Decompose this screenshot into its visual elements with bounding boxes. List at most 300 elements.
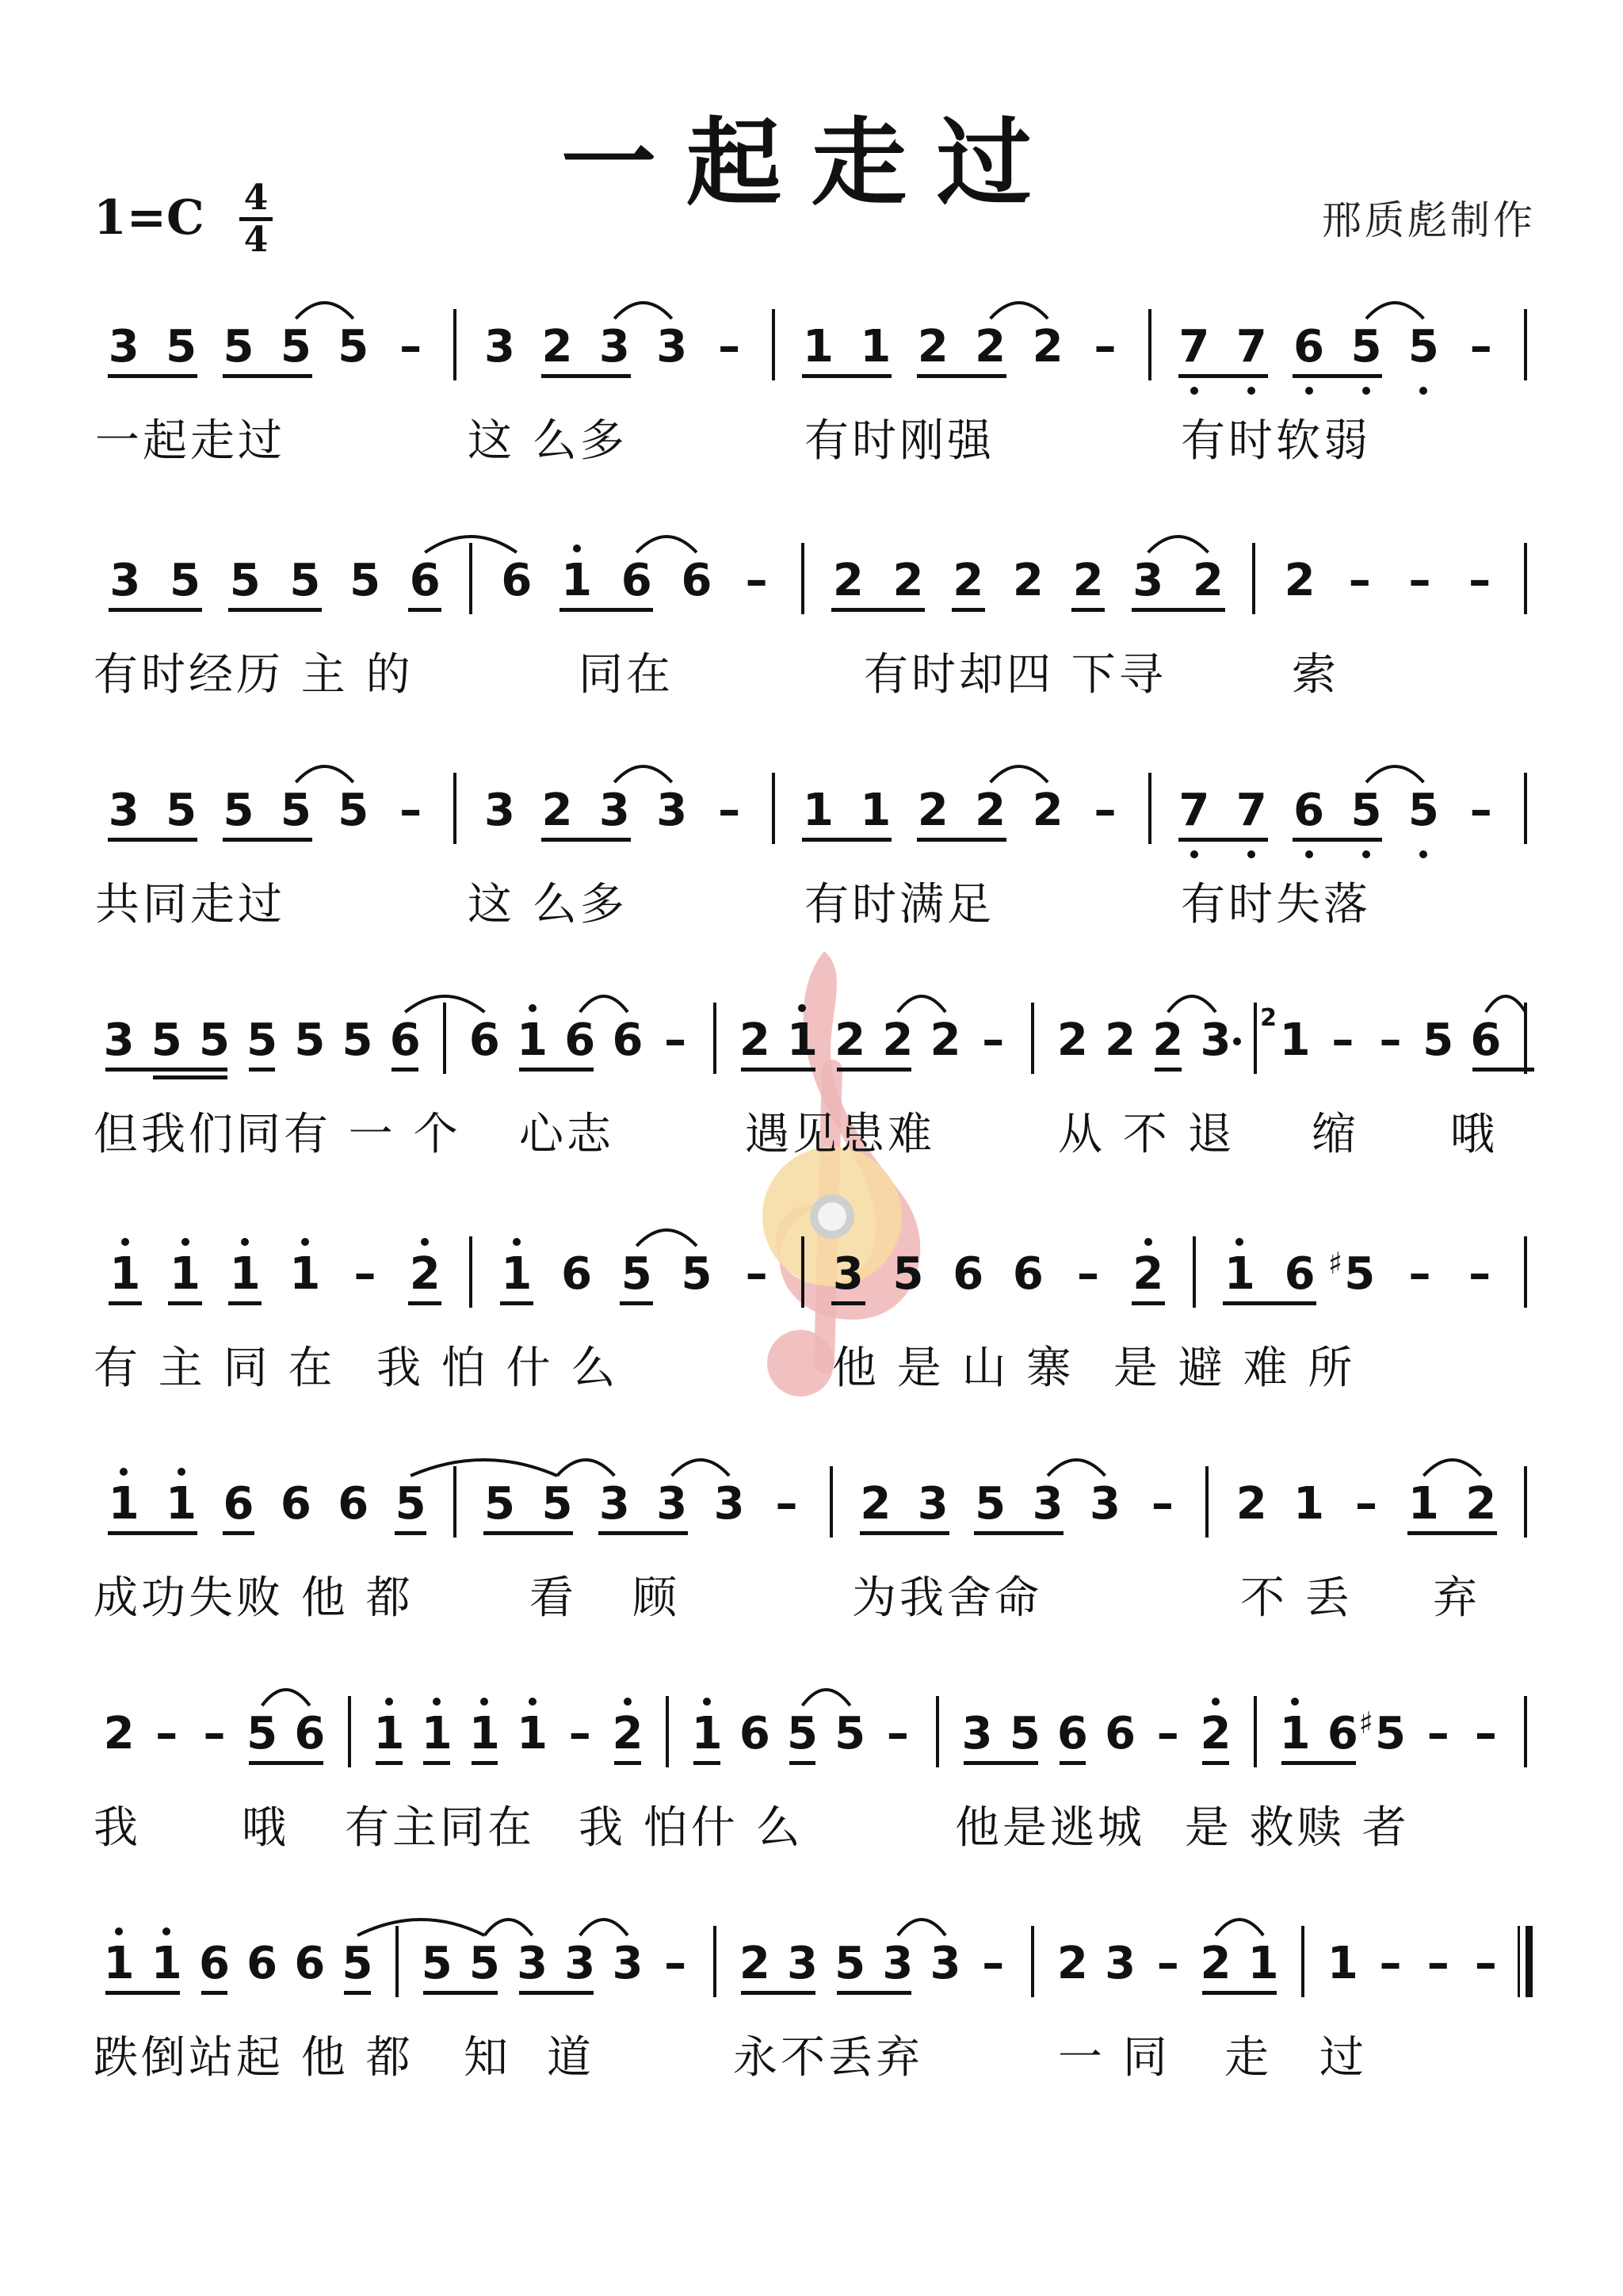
barline <box>772 773 775 844</box>
lyric-text: 知 <box>464 2032 511 2084</box>
dash-glyph: – <box>1331 1014 1354 1066</box>
note-digit: 2 <box>1200 1708 1232 1759</box>
note <box>731 1926 778 1997</box>
dash-glyph: – <box>718 785 741 836</box>
note-digit: 7 <box>1235 321 1267 372</box>
hold-dash <box>1144 1696 1192 1767</box>
note <box>413 1926 460 1997</box>
lyric-text: 这 么多 <box>468 415 628 467</box>
note <box>487 543 547 614</box>
note <box>1097 1003 1144 1074</box>
lyric-text: 但我们同有 一 个 <box>94 1109 461 1160</box>
dash-glyph: – <box>568 1708 591 1759</box>
note <box>381 1003 429 1074</box>
note-digit: 5 <box>342 1938 373 1989</box>
lyric-text: 有时软弱 <box>1181 415 1371 467</box>
octave-down-dot <box>1419 850 1427 858</box>
note <box>586 1466 643 1538</box>
note <box>155 1236 216 1308</box>
author-credit: 邢质彪制作 <box>1322 197 1536 243</box>
note <box>953 1696 1001 1767</box>
dash-glyph: – <box>1077 1248 1100 1300</box>
note <box>1280 773 1337 844</box>
note-digit: 2 <box>1200 1938 1232 1989</box>
beam-underline <box>693 1761 720 1765</box>
note-digit: 2 <box>541 785 573 836</box>
final-barline-thick <box>1526 1926 1533 1997</box>
octave-up-dot <box>798 1004 806 1012</box>
note <box>778 1696 826 1767</box>
note-digit: 1 <box>108 1478 139 1530</box>
note <box>666 543 727 614</box>
note <box>547 543 607 614</box>
note-digit: 2 <box>832 555 864 606</box>
note <box>904 1466 961 1538</box>
note <box>1358 1696 1414 1767</box>
barline <box>830 1466 833 1538</box>
hold-dash <box>701 773 758 844</box>
note-digit: 1 <box>517 1014 548 1066</box>
note <box>847 773 904 844</box>
note <box>190 1926 238 1997</box>
lyric-text: 他是逃城 <box>955 1802 1145 1854</box>
note <box>487 1236 547 1308</box>
note-digit: 5 <box>1407 321 1439 372</box>
note-digit: 5 <box>1009 1708 1041 1759</box>
augmentation-dot <box>1233 1037 1241 1045</box>
note <box>1395 1466 1452 1538</box>
hold-dash <box>1366 1926 1414 1997</box>
note-digit: 3 <box>109 555 141 606</box>
hold-dash <box>969 1003 1017 1074</box>
note-digit: 6 <box>1293 321 1325 372</box>
hold-dash <box>1453 773 1510 844</box>
note-digit: 5 <box>787 1708 818 1759</box>
hold-dash <box>1076 773 1133 844</box>
note <box>95 543 155 614</box>
note-digit: 2 <box>1032 785 1064 836</box>
lyric-text: 弃 <box>1433 1572 1480 1624</box>
dash-glyph: – <box>1156 1938 1179 1989</box>
note-digit: 5 <box>621 1248 652 1300</box>
note-digit: 3 <box>484 321 516 372</box>
hold-dash <box>651 1003 699 1074</box>
note-digit: 5 <box>338 785 369 836</box>
note <box>95 1236 155 1308</box>
note <box>789 309 846 380</box>
dash-glyph: – <box>1355 1478 1377 1530</box>
note <box>1210 1236 1270 1308</box>
hold-dash <box>1058 1236 1118 1308</box>
note <box>152 773 209 844</box>
beam-underline <box>1060 1761 1086 1765</box>
note-digit: 2 <box>930 1014 961 1066</box>
beam-underline <box>789 1761 816 1765</box>
beam-underline <box>1472 1068 1534 1072</box>
note <box>1280 1466 1337 1538</box>
lyric-text: 索 <box>1292 649 1339 701</box>
note-digit: 6 <box>621 555 652 606</box>
beam-underline <box>1178 374 1268 378</box>
beam-underline <box>249 1068 276 1072</box>
note-digit: 3 <box>612 1938 643 1989</box>
note <box>904 309 961 380</box>
beam-underline <box>1132 1301 1165 1305</box>
octave-up-dot <box>1291 1698 1299 1706</box>
note <box>1453 1466 1510 1538</box>
note <box>190 1003 238 1074</box>
note-digit: 5 <box>246 1014 278 1066</box>
note-digit: 3 <box>882 1938 914 1989</box>
note-digit: 5 <box>280 321 311 372</box>
note <box>239 1003 286 1074</box>
beam-underline <box>500 1301 533 1305</box>
hold-dash <box>969 1926 1017 1997</box>
note <box>643 773 701 844</box>
note-digit: 5 <box>681 1248 712 1300</box>
octave-up-dot <box>421 1238 429 1246</box>
note-digit: 5 <box>834 1708 866 1759</box>
octave-up-dot <box>181 1238 189 1246</box>
note-digit: 1 <box>421 1708 453 1759</box>
note <box>606 1236 666 1308</box>
note <box>606 543 666 614</box>
hold-dash <box>1415 1696 1462 1767</box>
note-digit: 3 <box>598 1478 630 1530</box>
note <box>731 1003 778 1074</box>
time-signature-top: 4 <box>243 178 269 218</box>
note-digit: 5 <box>1423 1014 1454 1066</box>
beam-underline <box>201 1991 228 1995</box>
note-digit: 5 <box>421 1938 453 1989</box>
octave-up-dot <box>178 1468 185 1476</box>
note-digit: 2 <box>1284 555 1316 606</box>
barline <box>443 1003 446 1074</box>
note-digit: 2 <box>834 1014 866 1066</box>
dash-glyph: – <box>1094 321 1117 372</box>
note-digit: 1 <box>289 1248 321 1300</box>
note <box>1048 1696 1096 1767</box>
note <box>529 1466 586 1538</box>
hold-dash <box>1338 1466 1395 1538</box>
note-digit: 1 <box>1279 1708 1311 1759</box>
lyric-text: 看 <box>529 1572 577 1624</box>
beam-underline <box>831 1301 865 1305</box>
note <box>1076 1466 1133 1538</box>
hold-dash <box>1319 1003 1366 1074</box>
octave-up-dot <box>529 1004 537 1012</box>
note-digit: 2 <box>612 1708 643 1759</box>
lyric-text: 他 是 山 寨 <box>832 1343 1075 1394</box>
octave-up-dot <box>624 1698 632 1706</box>
note-digit: 6 <box>280 1478 311 1530</box>
note <box>1338 773 1395 844</box>
note <box>1019 773 1076 844</box>
beam-underline <box>1132 608 1225 612</box>
note-digit: 2 <box>975 321 1006 372</box>
beam-underline <box>344 1991 371 1995</box>
note-digit: 5 <box>223 785 254 836</box>
note <box>239 1696 286 1767</box>
note-digit: 5 <box>246 1708 278 1759</box>
note <box>529 309 586 380</box>
octave-up-dot <box>1144 1238 1152 1246</box>
barline <box>348 1696 351 1767</box>
note-digit: 1 <box>1224 1248 1255 1300</box>
lyric-text: 有主同在 <box>345 1802 535 1854</box>
note <box>334 1003 381 1074</box>
note <box>1166 773 1223 844</box>
note <box>325 773 382 844</box>
barline <box>772 309 775 380</box>
beam-underline <box>109 608 202 612</box>
note <box>460 1926 508 1997</box>
octave-up-dot <box>115 1927 123 1935</box>
note <box>1144 1003 1192 1074</box>
beam-underline <box>741 1068 815 1072</box>
note-digit: 6 <box>1105 1708 1136 1759</box>
lyric-text: 遇见患难 <box>745 1109 935 1160</box>
lyric-text: 一 同 <box>1058 2032 1170 2084</box>
lyric-text: 哦 <box>1450 1109 1498 1160</box>
note-digit: 6 <box>223 1478 254 1530</box>
beam-underline <box>1202 1991 1277 1995</box>
barline <box>713 1003 716 1074</box>
note <box>878 1236 938 1308</box>
note <box>938 543 999 614</box>
note <box>152 309 209 380</box>
lyric-text: 心志 <box>519 1109 614 1160</box>
note-digit: 1 <box>691 1708 723 1759</box>
beam-underline <box>1293 374 1382 378</box>
hold-dash <box>1449 543 1510 614</box>
note-digit: 3 <box>1200 1014 1232 1066</box>
note-digit: 3 <box>1105 1938 1136 1989</box>
note <box>267 309 324 380</box>
note-digit: 3 <box>598 785 630 836</box>
note-digit: 1 <box>501 1248 533 1300</box>
note-digit: 6 <box>612 1014 643 1066</box>
note-digit: 6 <box>501 555 533 606</box>
note <box>643 309 701 380</box>
barline <box>1031 1003 1034 1074</box>
note-digit: 3 <box>930 1938 961 1989</box>
lyric-text: 不 丢 <box>1240 1572 1353 1624</box>
note <box>586 773 643 844</box>
note <box>215 543 275 614</box>
note <box>1223 309 1280 380</box>
note <box>878 543 938 614</box>
note <box>778 1003 826 1074</box>
hold-dash <box>382 309 439 380</box>
note <box>999 543 1059 614</box>
note <box>1223 773 1280 844</box>
note-digit: 5 <box>166 321 197 372</box>
beam-underline <box>223 1531 255 1535</box>
note <box>95 773 152 844</box>
note-digit: 1 <box>166 1478 197 1530</box>
hold-dash <box>382 773 439 844</box>
dash-glyph: – <box>1094 785 1117 836</box>
lyric-text: 我 怕 什 么 <box>376 1343 619 1394</box>
note-digit: 6 <box>1470 1014 1502 1066</box>
dash-glyph: – <box>353 1248 376 1300</box>
note-digit: 1 <box>803 321 834 372</box>
note-digit: 2 <box>1012 555 1044 606</box>
note-digit: 2 <box>917 321 949 372</box>
beam-underline <box>1202 1761 1229 1765</box>
note-digit: 2 <box>103 1708 135 1759</box>
note <box>95 309 152 380</box>
octave-down-dot <box>1362 850 1370 858</box>
beam-underline <box>472 1761 498 1765</box>
note <box>731 1696 778 1767</box>
beam-underline <box>974 1531 1064 1535</box>
beam-underline <box>741 1991 815 1995</box>
lyric-text: 过 <box>1319 2032 1367 2084</box>
note <box>604 1696 651 1767</box>
note-digit: 2 <box>1235 1478 1267 1530</box>
beam-underline <box>860 1531 949 1535</box>
beam-underline <box>620 1301 653 1305</box>
beam-underline <box>408 1301 441 1305</box>
note <box>1118 1236 1178 1308</box>
lyric-text: 我 怕什 么 <box>579 1802 804 1854</box>
note <box>95 1696 143 1767</box>
hold-dash <box>727 1236 787 1308</box>
note <box>874 1926 922 1997</box>
barline <box>469 543 472 614</box>
note <box>210 773 267 844</box>
note-digit: 2 <box>1056 1938 1088 1989</box>
note <box>471 309 528 380</box>
beam-underline <box>1223 1301 1316 1305</box>
note <box>847 1466 904 1538</box>
hold-dash <box>1390 1236 1450 1308</box>
note-digit: 3 <box>917 1478 949 1530</box>
note <box>215 1236 275 1308</box>
note-digit: 5 <box>294 1014 326 1066</box>
note <box>508 1696 556 1767</box>
note-digit: 3 <box>656 1478 688 1530</box>
barline <box>1031 1926 1034 1997</box>
note <box>1271 1696 1319 1767</box>
barline <box>1254 1696 1257 1767</box>
barline <box>1524 543 1527 614</box>
barline <box>395 1926 399 1997</box>
note-digit: 3 <box>108 785 139 836</box>
note-digit: 2 <box>860 1478 892 1530</box>
sharp-sign: ♯ <box>1358 1706 1373 1740</box>
note-digit: 1 <box>787 1014 818 1066</box>
score-row <box>0 1435 1623 1641</box>
time-signature <box>236 178 276 260</box>
note <box>683 1696 731 1767</box>
score-row <box>0 511 1623 717</box>
lyric-text: 顾 <box>632 1572 680 1624</box>
lyric-text: 这 么多 <box>468 879 628 930</box>
final-barline <box>1518 1926 1520 1997</box>
note <box>586 309 643 380</box>
note-digit: 5 <box>975 1478 1006 1530</box>
dash-glyph: – <box>982 1938 1005 1989</box>
note-digit: 5 <box>229 555 261 606</box>
note <box>395 543 455 614</box>
note <box>1178 543 1239 614</box>
note-digit: 6 <box>561 1248 593 1300</box>
note <box>701 1466 758 1538</box>
beam-underline <box>376 1761 403 1765</box>
note <box>275 543 335 614</box>
note-digit: 3 <box>598 321 630 372</box>
octave-up-dot <box>529 1698 537 1706</box>
note <box>666 1236 727 1308</box>
note <box>275 1236 335 1308</box>
note <box>143 1926 190 1997</box>
hold-dash <box>143 1696 190 1767</box>
note-digit: 5 <box>834 1938 866 1989</box>
beam-underline <box>1407 1531 1497 1535</box>
dash-glyph: – <box>718 321 741 372</box>
note-digit: 1 <box>803 785 834 836</box>
beam-underline <box>1071 608 1105 612</box>
lyric-text: 走 <box>1224 2032 1272 2084</box>
note-digit: 3 <box>713 1478 745 1530</box>
barline <box>1205 1466 1209 1538</box>
note-digit: 2 <box>1105 1014 1136 1066</box>
note <box>1260 1003 1319 1074</box>
note-digit: 2 <box>739 1014 770 1066</box>
note <box>335 543 395 614</box>
lyric-text: 有时满足 <box>804 879 995 930</box>
note-digit: 6 <box>294 1708 326 1759</box>
sharp-sign: ♯ <box>1327 1246 1343 1281</box>
note <box>1239 1926 1287 1997</box>
hold-dash <box>1330 543 1390 614</box>
dash-glyph: – <box>1426 1708 1449 1759</box>
lyric-text: 有时却四 下寻 <box>864 649 1167 701</box>
note-digit: 1 <box>860 321 892 372</box>
beam-underline <box>105 1991 180 1995</box>
barline <box>1524 309 1527 380</box>
beam-underline <box>598 1531 688 1535</box>
note-digit: 5 <box>1407 785 1439 836</box>
note-digit: 6 <box>338 1478 369 1530</box>
dash-glyph: – <box>1469 321 1492 372</box>
lyric-text: 有时经历 主 的 <box>94 649 414 701</box>
note <box>999 1236 1059 1308</box>
note <box>210 309 267 380</box>
beam-underline <box>1293 838 1382 842</box>
note-digit: 3 <box>787 1938 818 1989</box>
hold-dash <box>874 1696 922 1767</box>
lyric-text: 缩 <box>1312 1109 1359 1160</box>
note <box>961 309 1018 380</box>
beam-underline <box>964 1761 1038 1765</box>
note-digit: 2 <box>975 785 1006 836</box>
dash-glyph: – <box>1151 1478 1174 1530</box>
beam-underline <box>223 838 312 842</box>
note <box>460 1696 508 1767</box>
note <box>286 1696 334 1767</box>
dash-glyph: – <box>745 1248 768 1300</box>
note <box>529 773 586 844</box>
dash-glyph: – <box>664 1938 687 1989</box>
beam-underline <box>917 838 1006 842</box>
note-digit: 6 <box>468 1014 500 1066</box>
barline <box>1301 1926 1304 1997</box>
note <box>1097 1696 1144 1767</box>
